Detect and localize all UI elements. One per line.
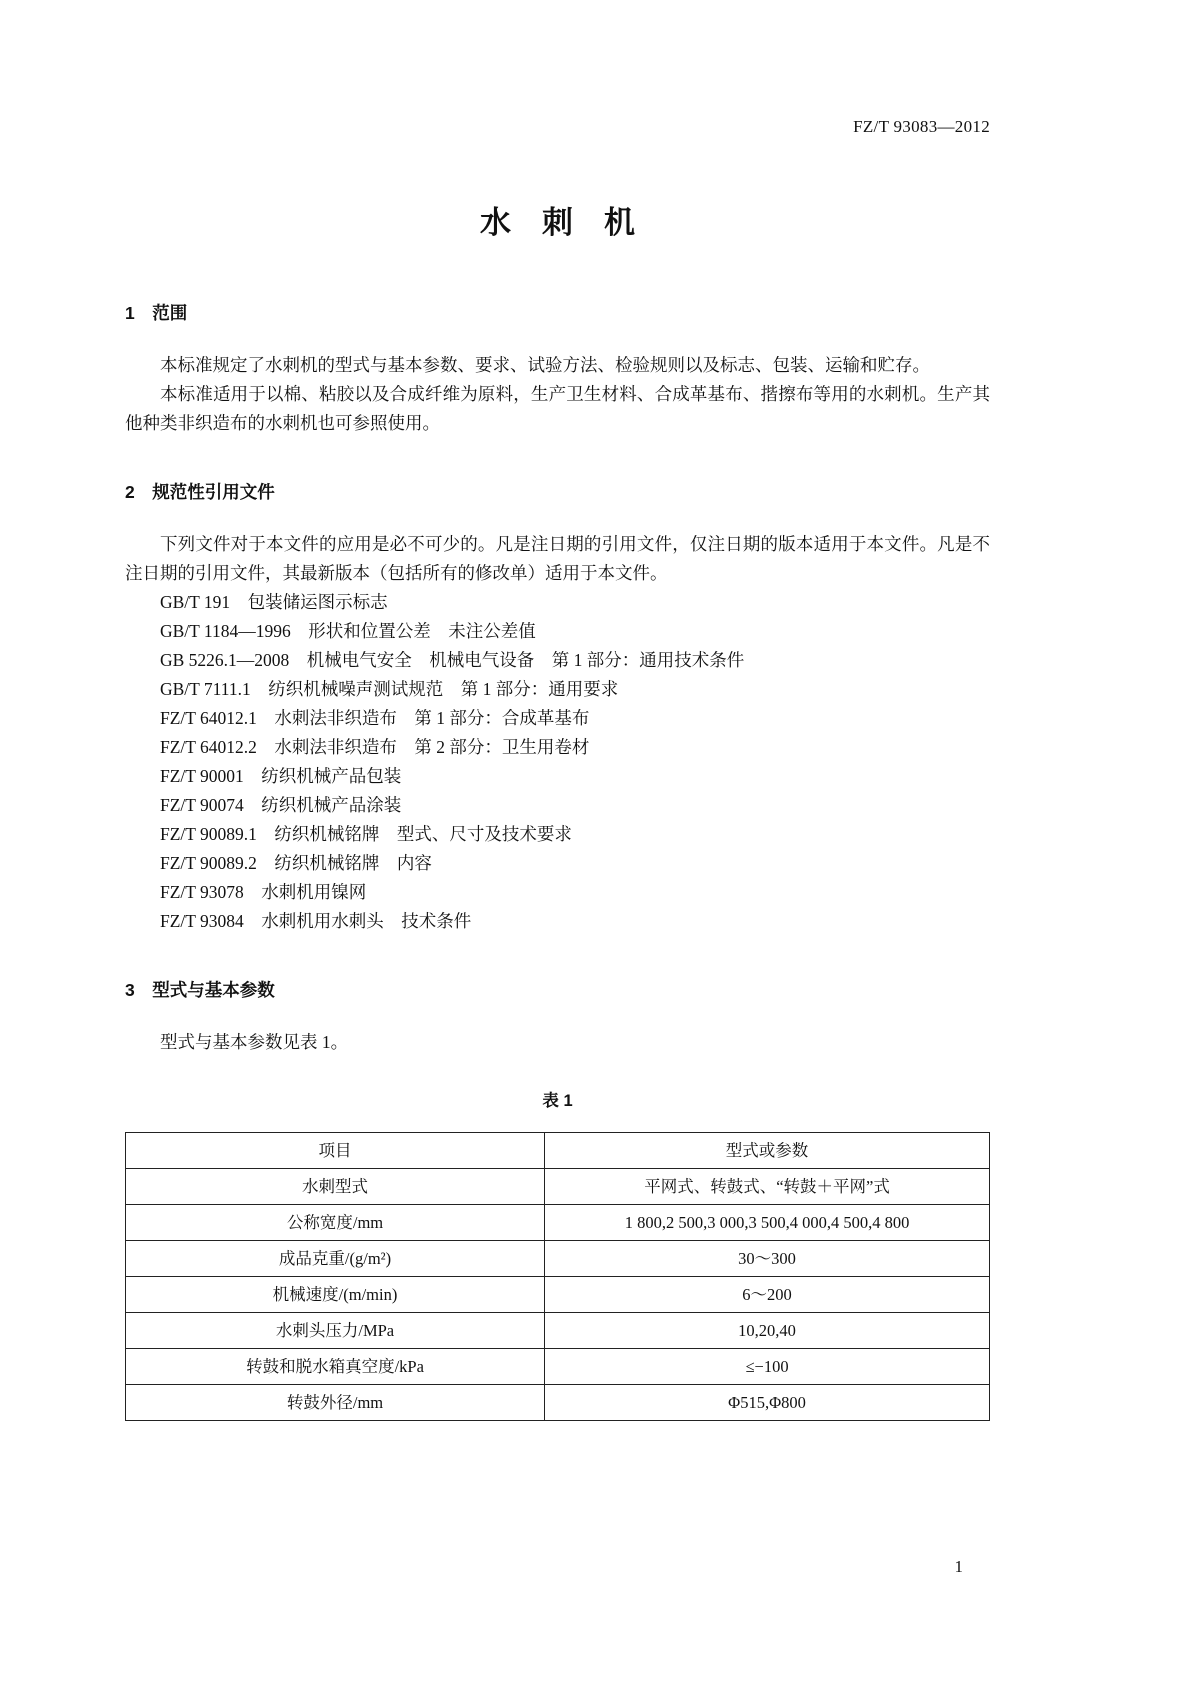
parameters-table (125, 1132, 990, 1421)
reference-item: FZ/T 93084 水刺机用水刺头 技术条件 (160, 911, 472, 931)
table-row (126, 1277, 990, 1313)
table-cell-item: 水刺头压力/MPa (126, 1313, 545, 1349)
reference-item: GB/T 191 包装储运图示标志 (160, 592, 388, 612)
table-row (126, 1205, 990, 1241)
table-row (126, 1385, 990, 1421)
table-cell-item: 公称宽度/mm (126, 1205, 545, 1241)
reference-item: FZ/T 90074 纺织机械产品涂装 (160, 795, 402, 815)
table-caption: 表 1 (542, 1092, 573, 1110)
doc-number: FZ/T 93083—2012 (853, 117, 990, 136)
reference-list (125, 588, 990, 936)
table-cell-value: 10,20,40 (545, 1313, 990, 1349)
reference-item: FZ/T 64012.1 水刺法非织造布 第 1 部分：合成革基布 (160, 708, 590, 728)
page-number: 1 (954, 1557, 963, 1576)
table-cell-value: Φ515,Φ800 (545, 1385, 990, 1421)
table-row (126, 1169, 990, 1205)
scope-paragraph-1: 本标准规定了水刺机的型式与基本参数、要求、试验方法、检验规则以及标志、包装、运输和贮存。 (160, 355, 930, 375)
references-intro: 下列文件对于本文件的应用是必不可少的。凡是注日期的引用文件，仅注日期的版本适用于本文件。凡是不注日期的引用文件，其最新版本（包括所有的修改单）适用于本文件。 (125, 534, 990, 583)
reference-item: FZ/T 64012.2 水刺法非织造布 第 2 部分：卫生用卷材 (160, 737, 590, 757)
reference-item: FZ/T 90001 纺织机械产品包装 (160, 766, 402, 786)
table-cell-item: 转鼓和脱水箱真空度/kPa (126, 1349, 545, 1385)
table-row (126, 1241, 990, 1277)
table-header-item: 项目 (126, 1133, 545, 1169)
table-cell-item: 成品克重/(g/m²) (126, 1241, 545, 1277)
section-heading-references: 2 规范性引用文件 (125, 482, 275, 502)
doc-title: 水 刺 机 (480, 205, 635, 240)
table-cell-item: 水刺型式 (126, 1169, 545, 1205)
table-header-value: 型式或参数 (545, 1133, 990, 1169)
reference-item: FZ/T 90089.2 纺织机械铭牌 内容 (160, 853, 432, 873)
table-cell-value: 平网式、转鼓式、“转鼓＋平网”式 (545, 1169, 990, 1205)
scope-paragraph-2: 本标准适用于以棉、粘胶以及合成纤维为原料，生产卫生材料、合成革基布、揩擦布等用的水刺机。生产其他种类非织造布的水刺机也可参照使用。 (125, 384, 990, 433)
reference-item: GB 5226.1—2008 机械电气安全 机械电气设备 第 1 部分：通用技术条件 (160, 650, 745, 670)
table-row (126, 1313, 990, 1349)
section-heading-scope: 1 范围 (125, 303, 188, 323)
table-row (126, 1349, 990, 1385)
table-cell-item: 转鼓外径/mm (126, 1385, 545, 1421)
reference-item: FZ/T 90089.1 纺织机械铭牌 型式、尺寸及技术要求 (160, 824, 572, 844)
reference-item: GB/T 1184—1996 形状和位置公差 未注公差值 (160, 621, 536, 641)
table-cell-value: 30～300 (545, 1241, 990, 1277)
reference-item: FZ/T 93078 水刺机用镍网 (160, 882, 367, 902)
section-heading-parameters: 3 型式与基本参数 (125, 980, 275, 1000)
document-header (125, 112, 990, 141)
table-cell-value: ≤−100 (545, 1349, 990, 1385)
reference-item: GB/T 7111.1 纺织机械噪声测试规范 第 1 部分：通用要求 (160, 679, 619, 699)
table-cell-value: 6～200 (545, 1277, 990, 1313)
parameters-intro: 型式与基本参数见表 1。 (160, 1032, 349, 1052)
table-header-row (126, 1133, 990, 1169)
table-cell-item: 机械速度/(m/min) (126, 1277, 545, 1313)
table-cell-value: 1 800,2 500,3 000,3 500,4 000,4 500,4 800 (545, 1205, 990, 1241)
